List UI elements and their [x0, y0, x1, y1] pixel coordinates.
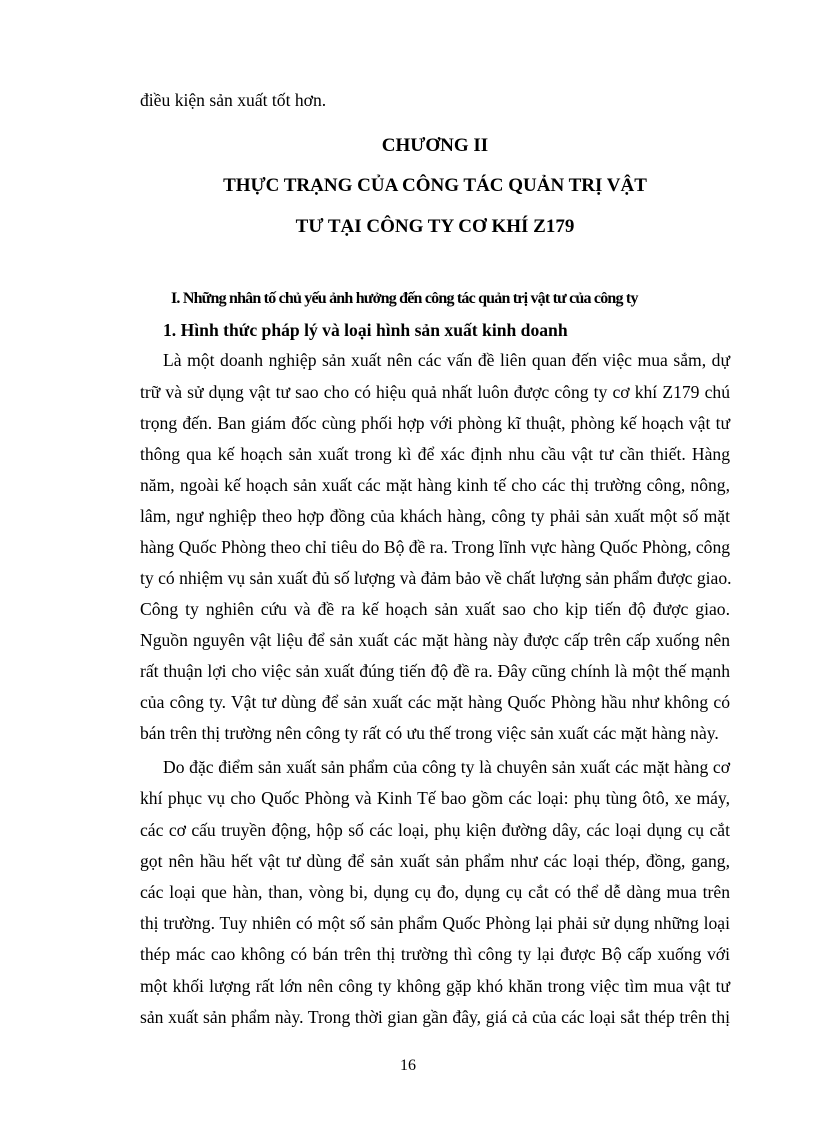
paragraph-line: trọng đến. Ban giám đốc cùng phối hợp với phòng kĩ thuật, phòng kế hoạch vật tư — [140, 413, 730, 433]
paragraph-line: ty có nhiệm vụ sản xuất đủ số lượng và đảm bảo về chất lượng sản phẩm được giao. — [140, 568, 732, 588]
paragraph-line: Nguồn nguyên vật liệu để sản xuất các mặt hàng này được cấp trên cấp xuống nên — [140, 630, 730, 650]
paragraph-line: khí phục vụ cho Quốc Phòng và Kinh Tế bao gồm các loại: phụ tùng ôtô, xe máy, — [140, 788, 730, 808]
paragraph-line: hàng Quốc Phòng theo chỉ tiêu do Bộ đề ra. Trong lĩnh vực hàng Quốc Phòng, công — [140, 537, 731, 557]
paragraph-line: gọt nên hầu hết vật tư dùng để sản xuất sản phẩm như các loại thép, đồng, gang, — [140, 851, 730, 871]
paragraph-line: thông qua kế hoạch sản xuất trong kì để xác định nhu cầu vật tư cần thiết. Hàng — [140, 444, 730, 464]
paragraph-line: Công ty nghiên cứu và đề ra kế hoạch sản xuất sao cho kịp tiến độ được giao. — [140, 599, 730, 619]
chapter-label: CHƯƠNG II — [381, 135, 489, 156]
paragraph-line: thép mác cao không có bán trên thị trường thì công ty lại được Bộ cấp xuống với — [140, 944, 730, 964]
paragraph-line: sản xuất sản phẩm này. Trong thời gian gần đây, giá cả của các loại sắt thép trên thị — [140, 1007, 730, 1027]
page-number: 16 — [400, 1057, 416, 1074]
paragraph-line: năm, ngoài kế hoạch sản xuất các mặt hàng kinh tế cho các thị trường công, nông, — [140, 475, 730, 495]
paragraph-line: lâm, ngư nghiệp theo hợp đồng của khách hàng, công ty phải sản xuất một số mặt — [140, 506, 730, 526]
paragraph-line: các cơ cấu truyền động, hộp số các loại, phụ kiện đường dây, các loại dụng cụ cắt — [140, 820, 730, 840]
chapter-title-line-1: THỰC TRẠNG CỦA CÔNG TÁC QUẢN TRỊ VẬT — [223, 175, 647, 196]
paragraph-line: thị trường. Tuy nhiên có một số sản phẩm Quốc Phòng lại phải sử dụng những loại — [140, 913, 730, 933]
paragraph-line: các loại que hàn, than, vòng bi, dụng cụ đo, dụng cụ cắt có thể dễ dàng mua trên — [140, 882, 730, 902]
paragraph-line: Do đặc điểm sản xuất sản phẩm của công ty là chuyên sản xuất các mặt hàng cơ — [163, 757, 730, 777]
paragraph-line: trữ và sử dụng vật tư sao cho có hiệu quả nhất luôn được công ty cơ khí Z179 chú — [140, 382, 730, 402]
paragraph-line: bán trên thị trường nên công ty rất có ưu thế trong việc sản xuất các mặt hàng này. — [140, 723, 719, 743]
intro-line: điều kiện sản xuất tốt hơn. — [140, 90, 327, 110]
paragraph-line: một khối lượng rất lớn nên công ty không gặp khó khăn trong việc tìm mua vật tư — [140, 976, 730, 996]
section-heading: I. Những nhân tố chủ yếu ảnh hưởng đến công tác quản trị vật tư của công ty — [171, 290, 638, 307]
subsection-heading: 1. Hình thức pháp lý và loại hình sản xuất kinh doanh — [163, 320, 568, 340]
chapter-title-line-2: TƯ TẠI CÔNG TY CƠ KHÍ Z179 — [295, 216, 575, 237]
paragraph-line: rất thuận lợi cho việc sản xuất đúng tiến độ đề ra. Đây cũng chính là một thế mạnh — [140, 661, 730, 681]
paragraph-line: của công ty. Vật tư dùng để sản xuất các mặt hàng Quốc Phòng hầu như không có — [140, 692, 730, 712]
paragraph-line: Là một doanh nghiệp sản xuất nên các vấn đề liên quan đến việc mua sắm, dự — [163, 350, 730, 370]
